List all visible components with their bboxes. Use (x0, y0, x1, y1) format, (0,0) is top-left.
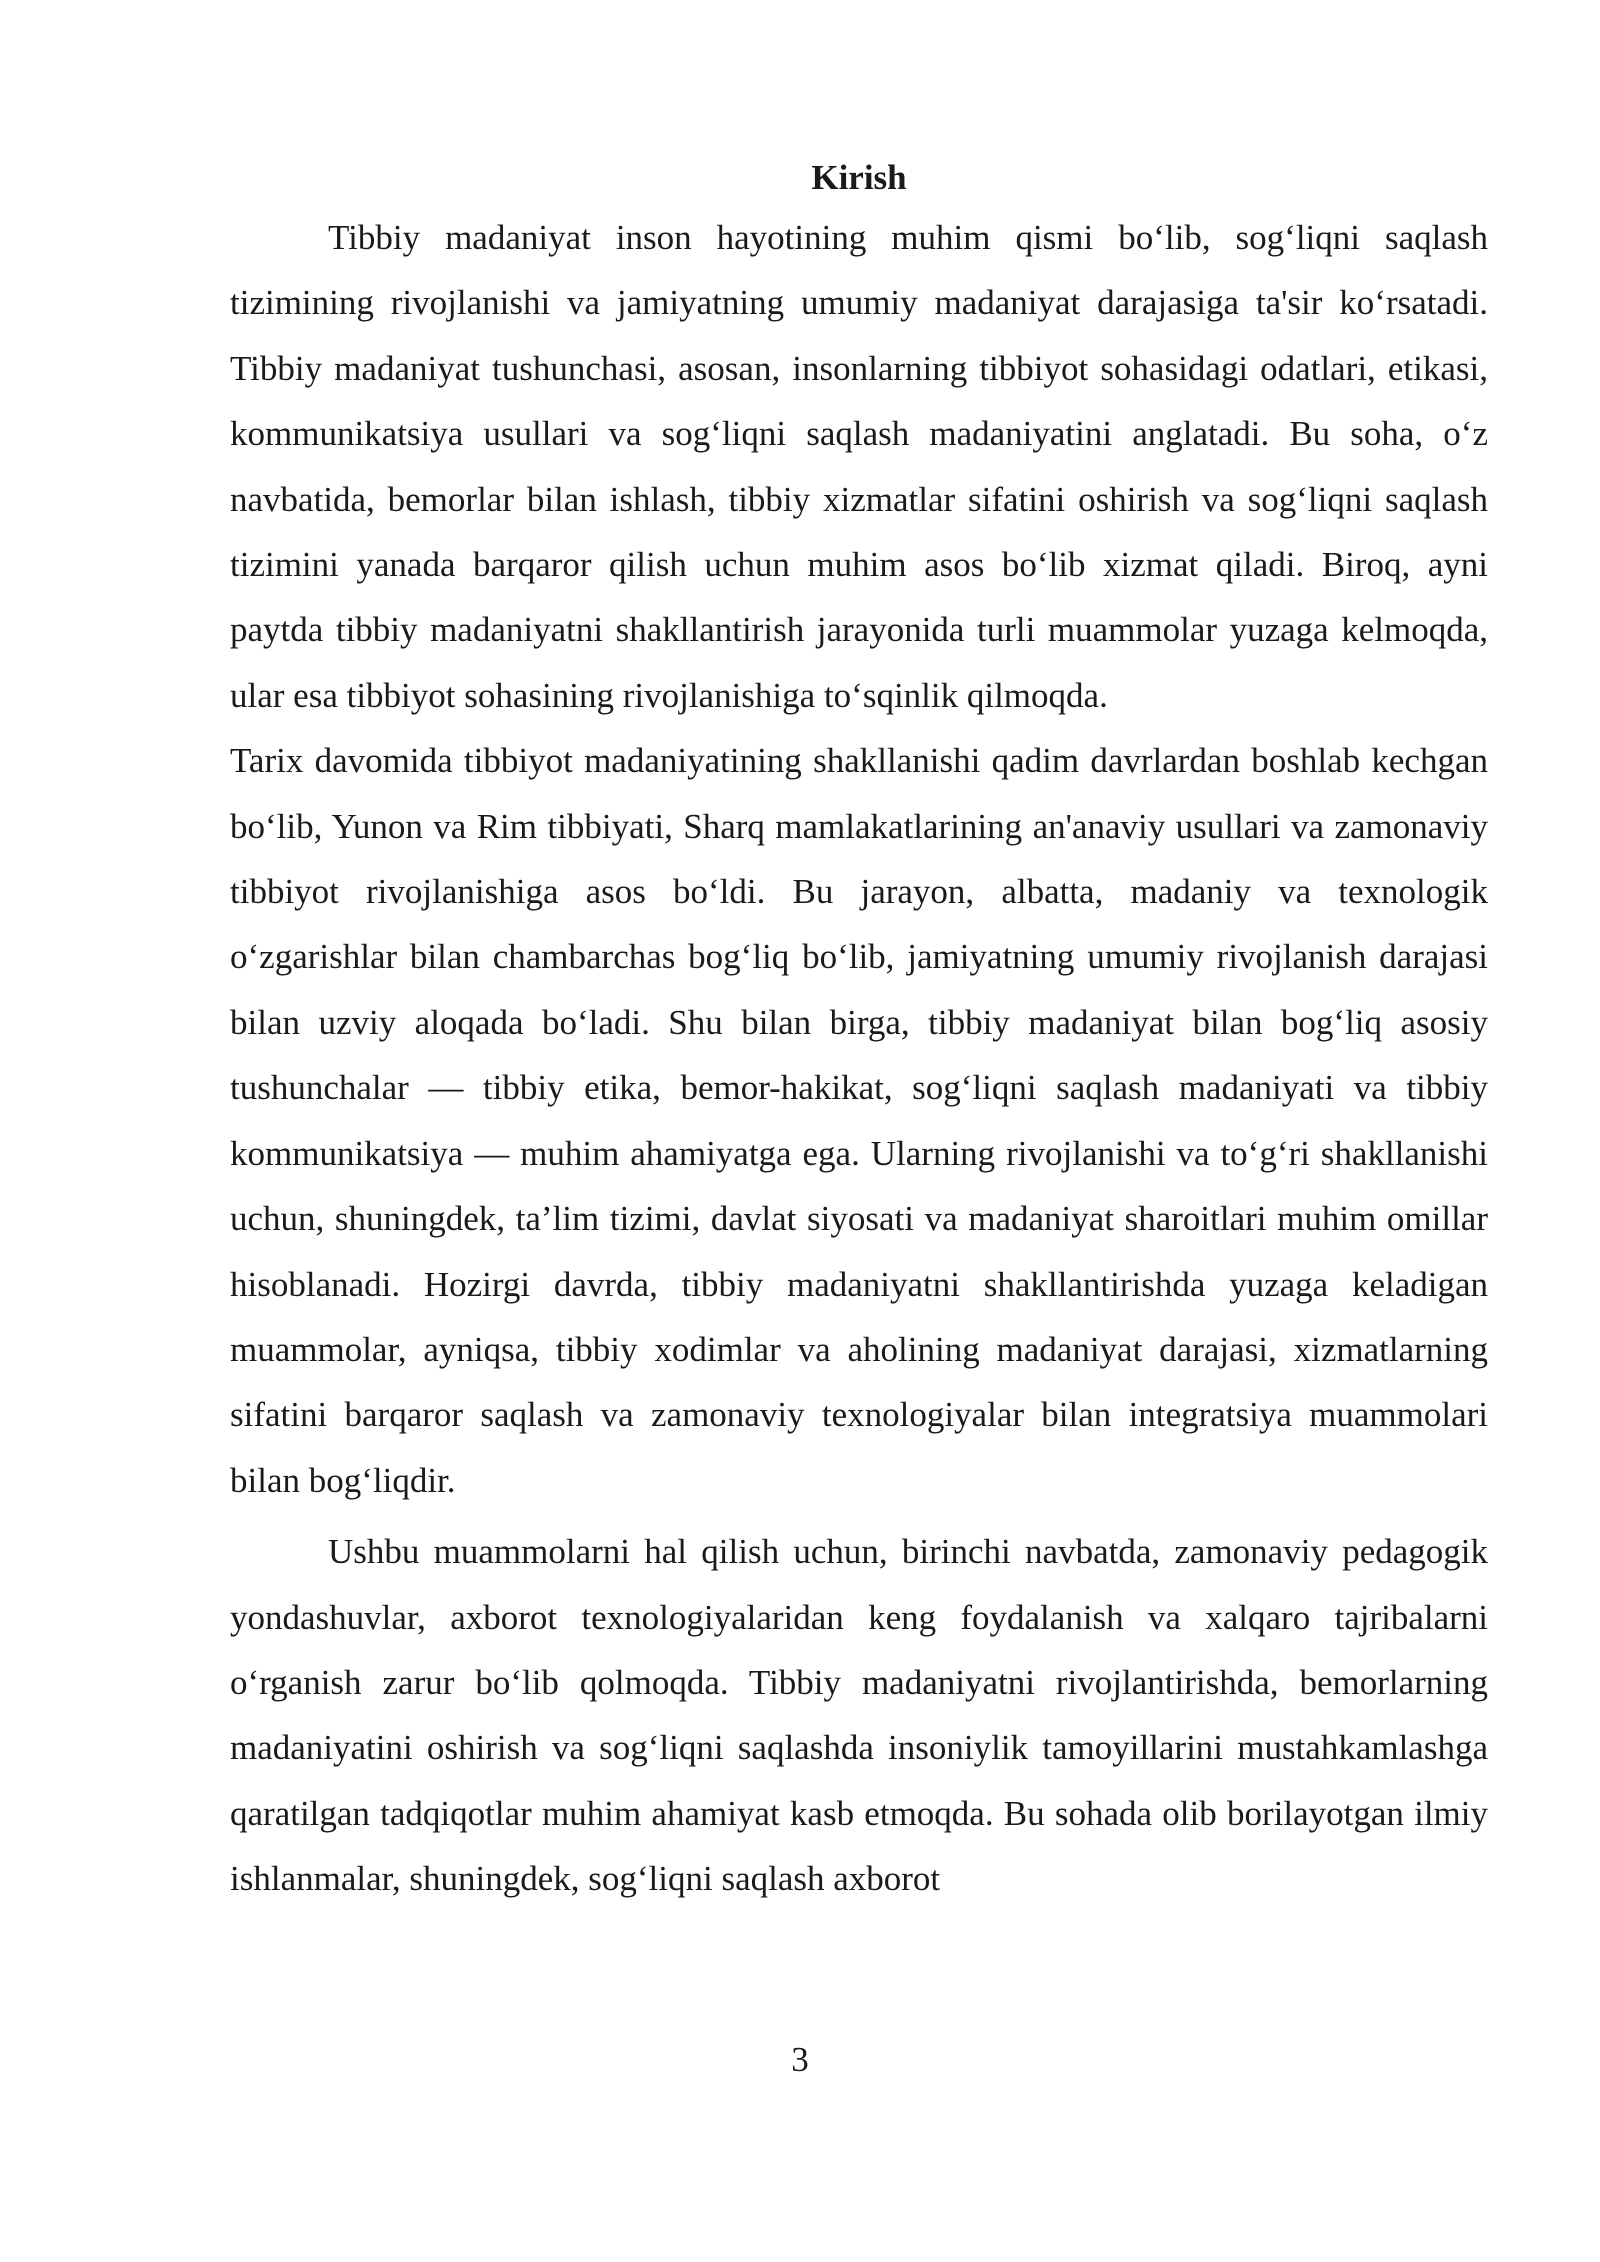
paragraph-intro: Tibbiy madaniyat inson hayotining muhim qismi bo‘lib, sog‘liqni saqlash tizimining rivojlanishi va jamiyatning umumiy madaniyat darajasiga ta'sir ko‘rsatadi. Tibbiy madaniyat tushunchasi, asosan, insonlarning tibbiyot sohasidagi odatlari, etikasi, kommunikatsiya usullari va sog‘liqni saqlash madaniyatini anglatadi. Bu soha, o‘z navbatida, bemorlar bilan ishlash, tibbiy xizmatlar sifatini oshirish va sog‘liqni saqlash tizimini yanada barqaror qilish uchun muhim asos bo‘lib xizmat qiladi. Biroq, ayni paytda tibbiy madaniyatni shakllantirish jarayonida turli muammolar yuzaga kelmoqda, ular esa tibbiyot sohasining rivojlanishiga to‘sqinlik qilmoqda. (230, 218, 1488, 715)
section-title: Kirish (811, 158, 907, 197)
page-number: 3 (791, 2040, 809, 2079)
page-content (230, 150, 1488, 1912)
paragraph-solutions: Ushbu muammolarni hal qilish uchun, birinchi navbatda, zamonaviy pedagogik yondashuvlar, axborot texnologiyalaridan keng foydalanish va xalqaro tajribalarni o‘rganish zarur bo‘lib qolmoqda. Tibbiy madaniyatni rivojlantirishda, bemorlarning madaniyatini oshirish va sog‘liqni saqlashda insoniylik tamoyillarini mustahkamlashga qaratilgan tadqiqotlar muhim ahamiyat kasb etmoqda. Bu sohada olib borilayotgan ilmiy ishlanmalar, shuningdek, sog‘liqni saqlash axborot (230, 1532, 1488, 1899)
paragraph-history: Tarix davomida tibbiyot madaniyatining shakllanishi qadim davrlardan boshlab kechgan bo‘lib, Yunon va Rim tibbiyati, Sharq mamlakatlarining an'anaviy usullari va zamonaviy tibbiyot rivojlanishiga asos bo‘ldi. Bu jarayon, albatta, madaniy va texnologik o‘zgarishlar bilan chambarchas bog‘liq bo‘lib, jamiyatning umumiy rivojlanish darajasi bilan uzviy aloqada bo‘ladi. Shu bilan birga, tibbiy madaniyat bilan bog‘liq asosiy tushunchalar — tibbiy etika, bemor-hakikat, sog‘liqni saqlash madaniyati va tibbiy kommunikatsiya — muhim ahamiyatga ega. Ularning rivojlanishi va to‘g‘ri shakllanishi uchun, shuningdek, ta’lim tizimi, davlat siyosati va madaniyat sharoitlari muhim omillar hisoblanadi. Hozirgi davrda, tibbiy madaniyatni shakllantirishda yuzaga keladigan muammolar, ayniqsa, tibbiy xodimlar va aholining madaniyat darajasi, xizmatlarning sifatini barqaror saqlash va zamonaviy texnologiyalar bilan integratsiya muammolari bilan bog‘liqdir. (230, 741, 1488, 1500)
